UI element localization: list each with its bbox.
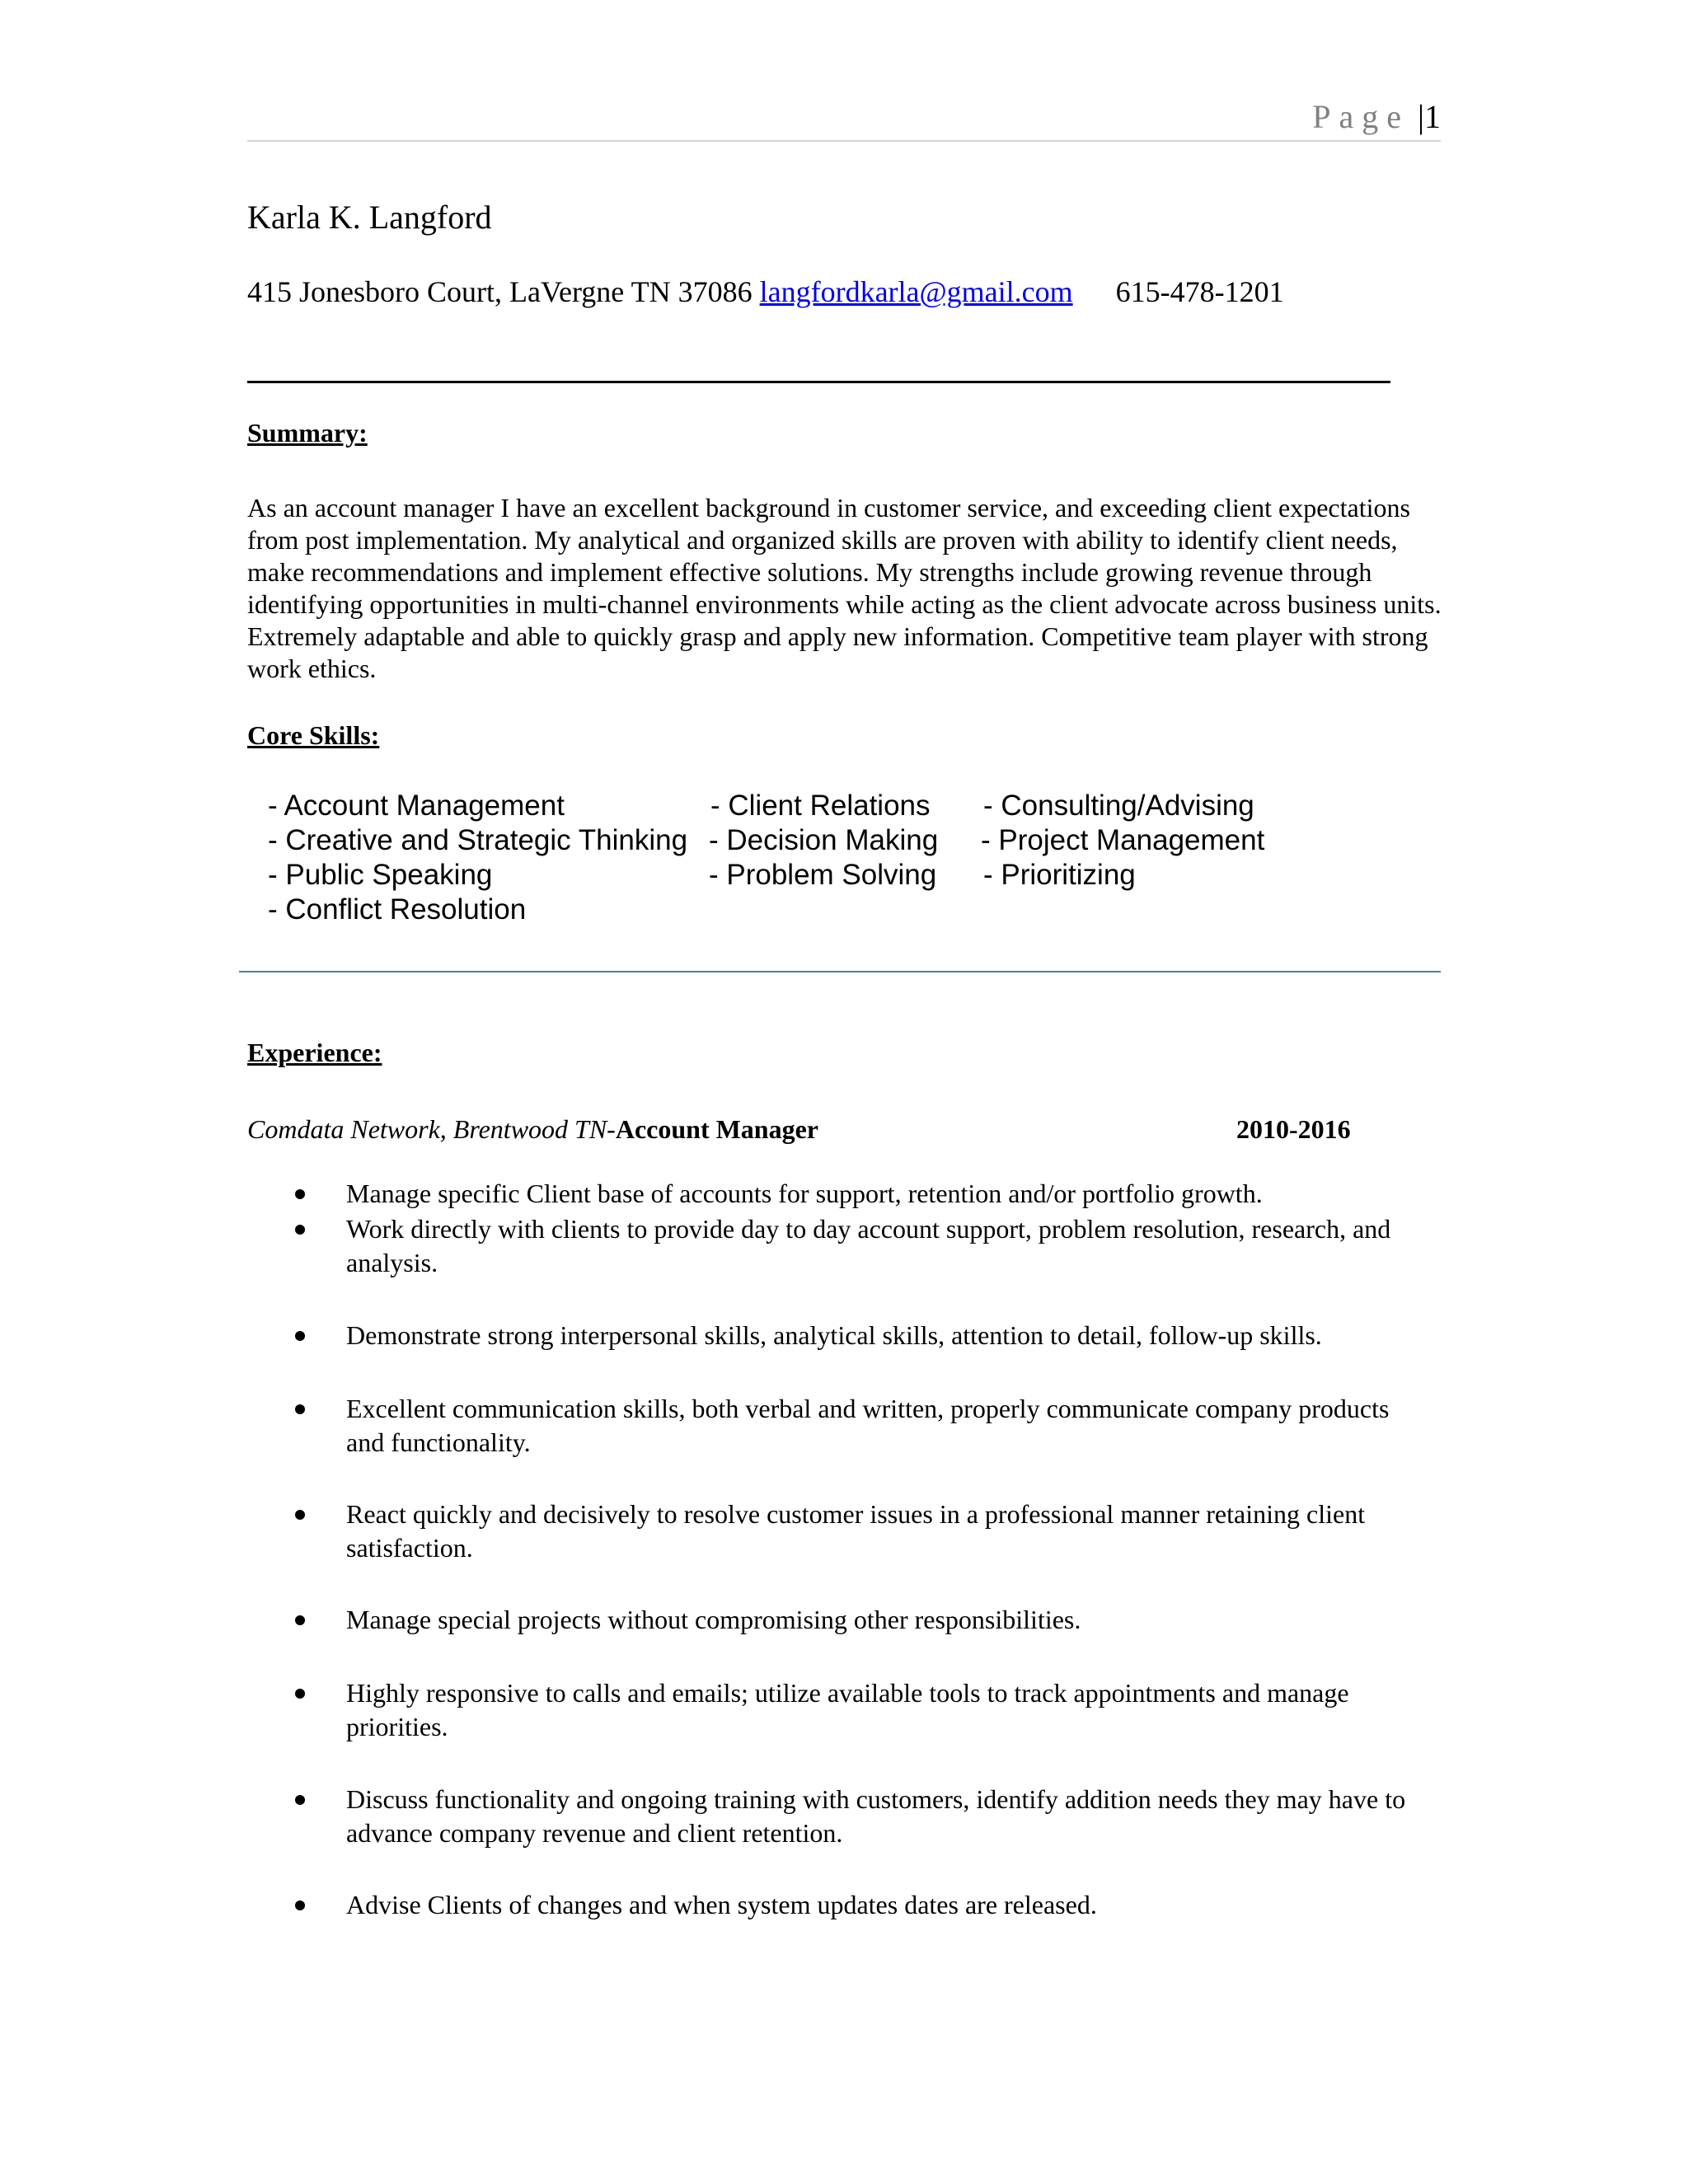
bullet-text: Manage special projects without compromising other responsibilities. [346, 1605, 1081, 1634]
bullet-icon [295, 1795, 305, 1805]
email-link[interactable]: langfordkarla@gmail.com [759, 275, 1073, 308]
job-title: Account Manager [615, 1114, 818, 1144]
bullet-text: React quickly and decisively to resolve customer issues in a professional manner retaining client satisfaction. [346, 1499, 1366, 1563]
phone-number: 615-478-1201 [1115, 275, 1284, 308]
bullet-text: Advise Clients of changes and when system updates dates are released. [346, 1890, 1097, 1919]
skill-item: - Public Speaking [268, 859, 493, 891]
bullet-icon [295, 1189, 305, 1199]
bullet-text: Manage specific Client base of accounts for support, retention and/or portfolio growth. [346, 1179, 1263, 1208]
bullet-icon [295, 1510, 305, 1520]
bullet-icon [295, 1404, 305, 1414]
candidate-name: Karla K. Langford [247, 199, 492, 236]
bullet-text: Work directly with clients to provide day to day account support, problem resolution, research, and analysis. [346, 1214, 1391, 1277]
bullet-icon [295, 1615, 305, 1625]
skill-item: - Client Relations [710, 790, 931, 822]
address: 415 Jonesboro Court, LaVergne TN 37086 [247, 275, 753, 308]
skill-item: - Project Management [981, 824, 1265, 856]
bullet-icon [295, 1331, 305, 1341]
skill-item: - Consulting/Advising [983, 790, 1254, 822]
header-divider [247, 140, 1441, 142]
summary-heading: Summary: [247, 418, 368, 448]
core-skills-heading: Core Skills: [247, 720, 380, 750]
bullet-text: Excellent communication skills, both verbal and written, properly communicate company products and functionality. [346, 1394, 1390, 1457]
bullet-icon [295, 1900, 305, 1910]
skill-item: - Account Management [268, 790, 565, 822]
page-number: 1 [1424, 98, 1441, 135]
job-title-line [247, 1113, 818, 1146]
bullet-text: Discuss functionality and ongoing training with customers, identify addition needs they may have to advance company revenue and client retention. [346, 1784, 1406, 1848]
job-years: 2010-2016 [1236, 1114, 1351, 1144]
skill-item: - Prioritizing [983, 859, 1136, 891]
summary-text: As an account manager I have an excellent background in customer service, and exceeding client expectations from post implementation. My analytical and organized skills are proven with ability to identify client needs, make recommendations and implement effective solutions. My strengths include growing revenue through identifying opportunities in multi-channel environments while acting as the client advocate across business units. Extremely adaptable and able to quickly grasp and apply new information. Competitive team player with strong work ethics. [247, 493, 1442, 683]
skill-item: - Conflict Resolution [268, 893, 527, 926]
section-divider [239, 971, 1441, 972]
bullet-icon [295, 1225, 305, 1235]
bullet-text: Demonstrate strong interpersonal skills, analytical skills, attention to detail, follow-up skills. [346, 1320, 1322, 1350]
contact-divider [247, 381, 1390, 383]
page-header [247, 97, 1441, 137]
page-separator: | [1417, 98, 1424, 135]
page-label: Page [1312, 98, 1409, 135]
bullet-icon [295, 1689, 305, 1699]
experience-heading: Experience: [247, 1038, 382, 1067]
contact-line [247, 274, 1284, 310]
skill-item: - Creative and Strategic Thinking [268, 824, 688, 856]
skill-item: - Problem Solving [709, 859, 937, 891]
skill-item: - Decision Making [709, 824, 939, 856]
bullet-text: Highly responsive to calls and emails; utilize available tools to track appointments and manage priorities. [346, 1678, 1349, 1741]
job-company: Comdata Network, Brentwood TN- [247, 1114, 616, 1144]
